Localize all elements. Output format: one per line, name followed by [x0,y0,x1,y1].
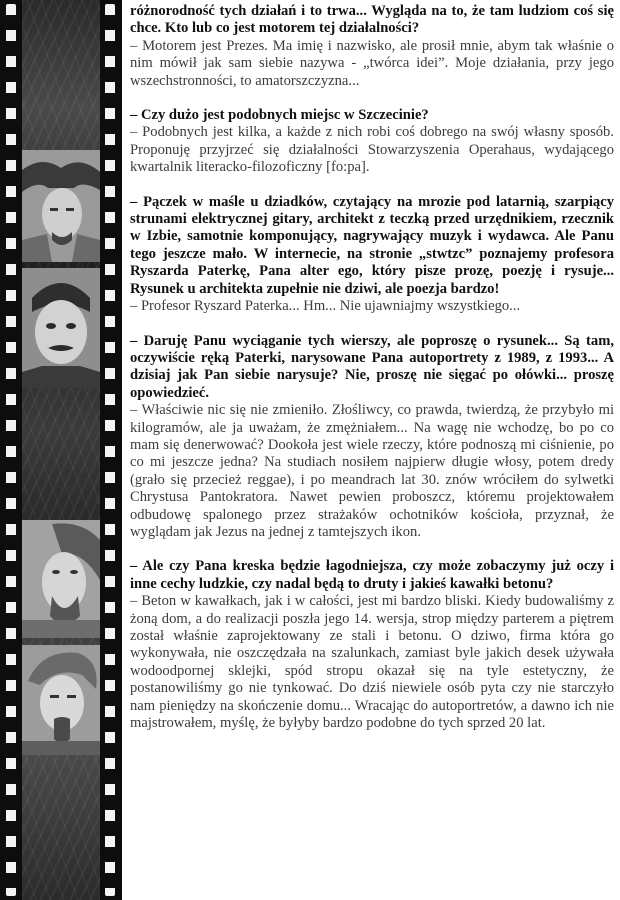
interview-article [130,3,614,732]
paragraph-spacer [130,90,614,107]
answer-1: – Motorem jest Prezes. Ma imię i nazwisko, ale prosił mnie, abym tak właśnie o nim mówił jak sam siebie nazywa - „twórca idei”. Moje działania, przy jego wszechstronności, to amatorszczyzna... [130,37,614,89]
portrait-face-2 [22,268,100,388]
portrait-photo-looking-up [22,520,100,638]
film-texture [22,0,100,900]
answer-5: – Beton w kawałkach, jak i w całości, jest mi bardzo bliski. Kiedy budowaliśmy z żoną dom, a do realizacji poszła jego 14. wersja, strop między parterem a piętrem został właśnie zaprojektowany ze stali i betonu. O dziwo, firma która go wykonywała, nie oszczędzała na szalunkach, zamiast byle jakich desek używała wodoodpornej sklejki, spód stropu okazał się na tyle estetyczny, że postanowiliśmy go nie tynkować. Do dziś niewiele osób pyta czy nie starczyło nam pieniędzy na skończenie domu... Wracając do autoportretów, a dawno ich nie majstrowałem, myślę, że byłyby bardzo podobne do tych sprzed 20 lat. [130,593,614,732]
portrait-photo-moustache [22,268,100,388]
question-intro: różnorodność tych działań i to trwa... Wygląda na to, że tam ludziom coś się chce. Kto lub co jest motorem tej działalności? [130,3,614,37]
paragraph-spacer [130,541,614,558]
answer-3: – Profesor Ryszard Paterka... Hm... Nie ujawniajmy wszystkiego... [130,298,521,315]
paragraph-spacer [130,316,614,333]
paragraph-spacer [130,177,614,194]
question-3: – Pączek w maśle u dziadków, czytający na mrozie pod latarnią, szarpiący strunami elektrycznej gitary, architekt z teczką przed urzędnikiem, rzecznik w Izbie, samotnie komponujący, nagrywający muzyk i wydawca. Ale Panu tego jeszcze mało. W internecie, na stronie „stwtzc” poznajemy profesora Ryszarda Paterkę, Pana alter ego, który pisze prozę, poezję i rysuje... Rysunek u architekta zupełnie nie dziwi, ale poezja bardzo! [130,193,614,297]
portrait-photo-goatee [22,645,100,755]
film-strip [0,0,122,900]
question-2: – Czy dużo jest podobnych miejsc w Szczecinie? [130,107,429,124]
portrait-face-4 [22,645,100,755]
film-perforation-left [6,4,16,896]
answer-2: – Podobnych jest kilka, a każde z nich robi coś dobrego na swój własny sposób. Proponuję przyjrzeć się działalności Stowarzyszenia Operahaus, wydającego kwartalnik literacko-filozoficzny [fo:pa]. [130,124,614,176]
portrait-face-3 [22,520,100,638]
portrait-face-1 [22,150,100,262]
question-4: – Daruję Panu wyciąganie tych wierszy, ale poproszę o rysunek... Są tam, oczywiście ręką Paterki, narysowane Pana autoportrety z 1989, z 1993... A dzisiaj jak Pan siebie narysuje? Nie, proszę nie sięgać po ołówki... proszę opowiedzieć. [130,332,614,401]
question-5: – Ale czy Pana kreska będzie łagodniejsza, czy może zobaczymy już oczy i inne cechy ludzkie, czy nadal będą to druty i jakieś kawałki betonu? [130,558,614,592]
answer-4: – Właściwie nic się nie zmieniło. Złośliwcy, co prawda, twierdzą, że przybyło mi kilogramów, ale ja uważam, że zmężniałem... Na wagę nie wchodzę, bo po co mam się denerwować? Dookoła jest wiele rzeczy, które podnoszą mi ciśnienie, po co mi jeszcze jedna? Na studiach nosiłem najpierw długie włosy, potem dredy (grało się przecież reggae), i po meandrach lat 30. znów wróciłem do sylwetki Chrystusa Pantokratora. Nawet pewien proboszcz, któremu projektowałem odbudowę spalonego przez strażaków ochotników kościoła, przyznał, że wyglądam jak Jezus na jednej z tamtejszych ikon. [130,402,614,540]
portrait-photo-hands-on-head [22,150,100,262]
film-perforation-right [105,4,115,896]
